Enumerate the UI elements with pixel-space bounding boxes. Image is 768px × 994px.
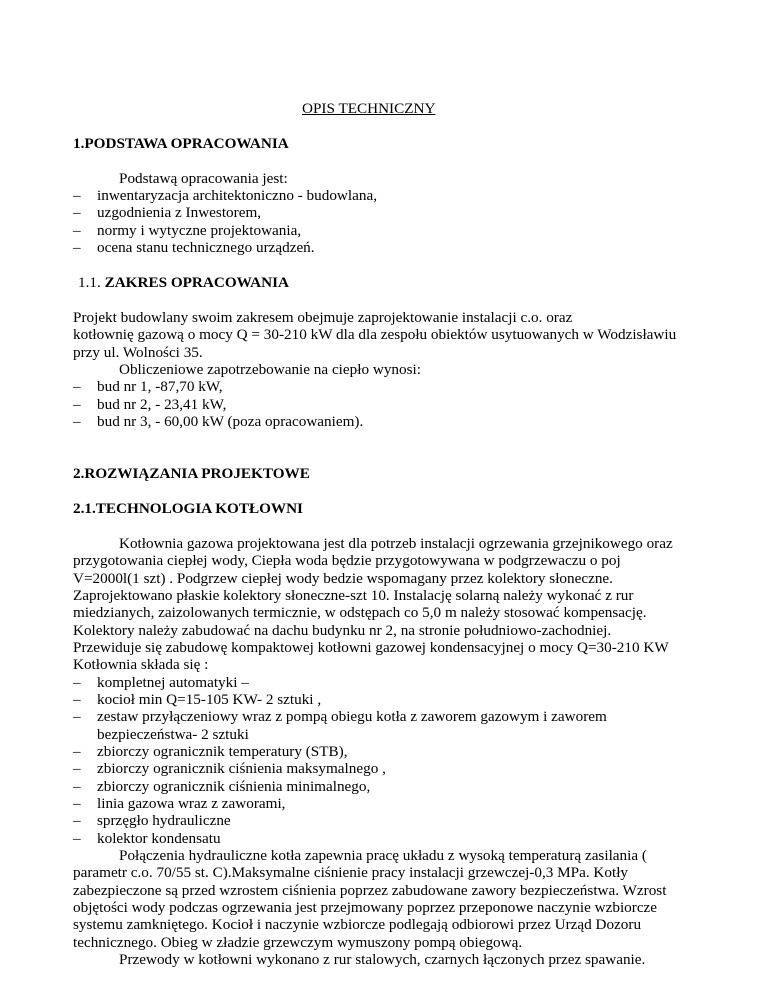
section-2-heading: 2.ROZWIĄZANIA PROJEKTOWE bbox=[73, 465, 310, 482]
paragraph-line: zabezpieczone są przed wzrostem ciśnienia poprzez zabudowane zawory bezpieczeństwa. Wzrost bbox=[73, 882, 667, 899]
section-number: 1.1. bbox=[78, 274, 101, 291]
paragraph-line: kotłownię gazową o mocy Q = 30-210 kW dla dla zespołu obiektów usytuowanych w Wodzisławiu bbox=[73, 326, 677, 343]
bullet-dash: – bbox=[73, 222, 81, 239]
section-1-heading: 1.PODSTAWA OPRACOWANIA bbox=[73, 135, 289, 152]
paragraph-line: Obliczeniowe zapotrzebowanie na ciepło wynosi: bbox=[119, 361, 421, 378]
paragraph-line: Kotłownia składa się : bbox=[73, 656, 209, 673]
bullet-dash: – bbox=[73, 830, 81, 847]
list-item: – linia gazowa wraz z zaworami, bbox=[73, 795, 286, 812]
bullet-dash: – bbox=[73, 239, 81, 256]
paragraph-line: Kolektory należy zabudować na dachu budynku nr 2, na stronie południowo-zachodniej. bbox=[73, 622, 612, 639]
list-item: – zbiorczy ogranicznik ciśnienia maksymalnego , bbox=[73, 760, 386, 777]
list-item: – kompletnej automatyki – bbox=[73, 674, 249, 691]
list-item: – bud nr 2, - 23,41 kW, bbox=[73, 396, 227, 413]
paragraph-line: miedzianych, zaizolowanych termicznie, w odstępach co 5,0 m należy stosować kompensację. bbox=[73, 604, 647, 621]
paragraph-line: parametr c.o. 70/55 st. C).Maksymalne ciśnienie pracy instalacji grzewczej-0,3 MPa. Kotły bbox=[73, 864, 629, 881]
paragraph-line: Przewiduje się zabudowę kompaktowej kotłowni gazowej kondensacyjnej o mocy Q=30-210 KW bbox=[73, 639, 669, 656]
list-item: – zbiorczy ogranicznik ciśnienia minimalnego, bbox=[73, 778, 371, 795]
bullet-dash: – bbox=[73, 778, 81, 795]
bullet-dash: – bbox=[73, 187, 81, 204]
bullet-dash: – bbox=[73, 795, 81, 812]
bullet-dash: – bbox=[73, 691, 81, 708]
list-item: – zestaw przyłączeniowy wraz z pompą obiegu kotła z zaworem gazowym i zaworem bbox=[73, 708, 607, 725]
bullet-dash: – bbox=[73, 204, 81, 221]
bullet-dash: – bbox=[73, 760, 81, 777]
paragraph-line: technicznego. Obieg w zładzie grzewczym wymuszony pompą obiegową. bbox=[73, 934, 523, 951]
paragraph-line: V=2000l(1 szt) . Podgrzew ciepłej wody bedzie wspomagany przez kolektory słoneczne. bbox=[73, 570, 613, 587]
paragraph-line: Przewody w kotłowni wykonano z rur stalowych, czarnych łączonych przez spawanie. bbox=[119, 951, 646, 968]
list-item: – normy i wytyczne projektowania, bbox=[73, 222, 302, 239]
bullet-dash: – bbox=[73, 378, 81, 395]
list-item: – zbiorczy ogranicznik temperatury (STB), bbox=[73, 743, 348, 760]
section-1-1-heading bbox=[78, 274, 289, 291]
paragraph-line: przy ul. Wolności 35. bbox=[73, 344, 203, 361]
list-item: – ocena stanu technicznego urządzeń. bbox=[73, 239, 315, 256]
list-item-continuation: bezpieczeństwa- 2 sztuki bbox=[97, 726, 249, 743]
bullet-dash: – bbox=[73, 743, 81, 760]
document-title: OPIS TECHNICZNY bbox=[302, 100, 436, 117]
paragraph-line: objętości wody podczas ogrzewania jest przejmowany poprzez przeponowe naczynie wzbiorcze bbox=[73, 899, 658, 916]
section-1-intro: Podstawą opracowania jest: bbox=[119, 170, 288, 187]
list-item: – uzgodnienia z Inwestorem, bbox=[73, 204, 262, 221]
list-item: – bud nr 1, -87,70 kW, bbox=[73, 378, 223, 395]
list-item: – kocioł min Q=15-105 KW- 2 sztuki , bbox=[73, 691, 322, 708]
section-title: ZAKRES OPRACOWANIA bbox=[104, 274, 289, 291]
paragraph-line: Zaprojektowano płaskie kolektory słoneczne-szt 10. Instalację solarną należy wykonać z rur bbox=[73, 587, 634, 604]
paragraph-line: systemu zamkniętego. Kocioł i naczynie wzbiorcze podlegają odbiorowi przez Urząd Dozoru bbox=[73, 916, 642, 933]
paragraph-line: Połączenia hydrauliczne kotła zapewnia pracę układu z wysoką temperaturą zasilania ( bbox=[119, 847, 647, 864]
paragraph-line: przygotowania ciepłej wody, Ciepła woda będzie przygotowywana w podgrzewaczu o poj bbox=[73, 552, 621, 569]
bullet-dash: – bbox=[73, 396, 81, 413]
paragraph-line: Projekt budowlany swoim zakresem obejmuje zaprojektowanie instalacji c.o. oraz bbox=[73, 309, 573, 326]
bullet-dash: – bbox=[73, 674, 81, 691]
section-2-1-heading: 2.1.TECHNOLOGIA KOTŁOWNI bbox=[73, 500, 303, 517]
paragraph-line: Kotłownia gazowa projektowana jest dla potrzeb instalacji ogrzewania grzejnikowego oraz bbox=[119, 535, 673, 552]
bullet-dash: – bbox=[73, 413, 81, 430]
list-item: – sprzęgło hydrauliczne bbox=[73, 812, 231, 829]
bullet-dash: – bbox=[73, 708, 81, 725]
list-item: – inwentaryzacja architektoniczno - budowlana, bbox=[73, 187, 377, 204]
list-item: – bud nr 3, - 60,00 kW (poza opracowaniem). bbox=[73, 413, 364, 430]
bullet-dash: – bbox=[73, 812, 81, 829]
list-item: – kolektor kondensatu bbox=[73, 830, 221, 847]
